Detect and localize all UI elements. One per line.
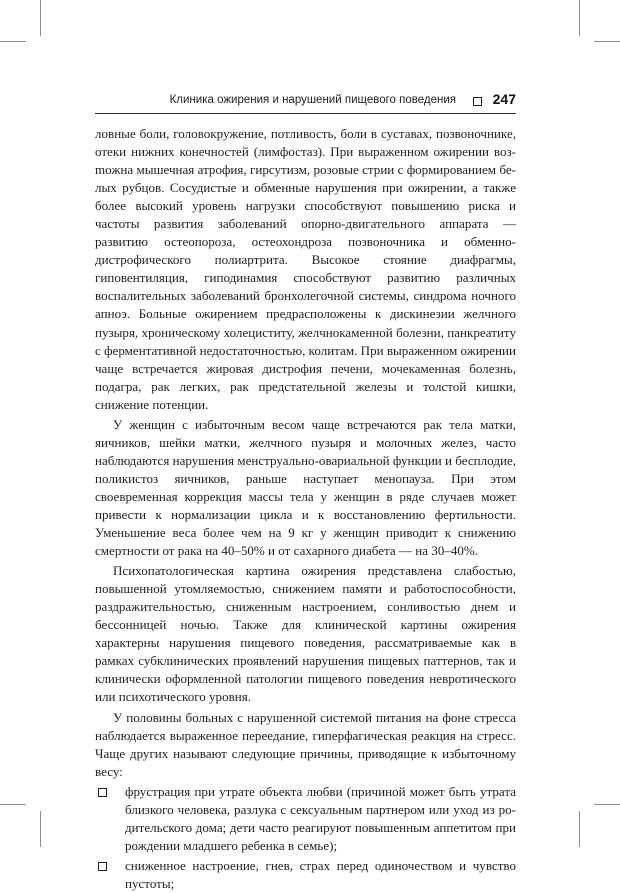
crop-mark-bottom-left (0, 804, 26, 805)
list-item-text: фрустрация при утрате объекта любви (причиной может быть утрата близкого человека, разлука с сексуальным партнером или уход из родительского дома; дети часто реагируют повышенным аппетитом при рождении младшего ребенка в семье); (125, 783, 516, 853)
bullet-list (95, 783, 516, 893)
running-title: Клиника ожирения и нарушений пищевого поведения (169, 94, 456, 106)
paragraph: У половины больных с нарушенной системой питания на фоне стресса наблюдается выраженное переедание, гиперфагическая реакция на стресс. Чаще других называют следующие причины, приводящие к избыточному весу: (95, 709, 516, 779)
list-item (95, 857, 516, 893)
paragraph: У женщин с избыточным весом чаще встречаются рак тела матки, яичников, шейки матки, желчного пузыря и молочных желез, часто наблюдаются нарушения менструально-овариальной функции и бесплодие, поликистоз яичников, раньше наступает менопауза. При этом своевременная коррекция массы тела у женщин в ряде случаев может привести к нормализации цикла и к восстановлению фертильности. Уменьшение веса более чем на 9 кг у женщин приводит к снижению смертности от рака на 40–50% и от сахарного диабета — на 30–40%. (95, 416, 516, 559)
crop-mark-top-left (40, 0, 41, 36)
crop-mark-bottom-left (40, 811, 41, 847)
running-header (95, 91, 516, 114)
crop-mark-bottom-right (579, 811, 580, 847)
square-bullet-icon (98, 788, 107, 797)
square-bullet-icon (98, 862, 107, 871)
paragraph: ловные боли, головокружение, потливость, боли в суставах, позвоночнике, отеки нижних конечностей (лимфостаз). При выраженном ожирении возmожна мышечная атрофия, гирсутизм, розовые стрии с формированием белых рубцов. Сосудистые и обменные нарушения при ожирении, а также более высокий уровень нагрузки способствуют повышению риска и частоты развития заболеваний опорно-двигательного аппарата — развитию остеопороза, остеохондроза позвоночника и обменно-дистрофического полиартрита. Высокое стояние диафрагмы, гиповентиляция, гиподинамия способствуют развитию различных воспалительных заболеваний бронхолегочной системы, синдрома ночного апноэ. Больные ожирением предрасположены к дискинезии желчного пузыря, хроническому холециститу, желчнокаменной болезни, панкреатиту с ферментативной недостаточностью, колитам. При выраженном ожирении чаще встречается жировая дистрофия печени, мочекаменная болезнь, подагра, рак легких, рак предстательной железы и толстой кишки, снижение потенции. (95, 126, 516, 412)
square-bullet-icon (473, 97, 482, 106)
crop-mark-bottom-right (594, 804, 620, 805)
paragraph: Психопатологическая картина ожирения представлена слабостью, повышенной утомляемостью, снижением памяти и работоспособности, раздражительностью, сниженным настроением, сонливостью днем и бессонницей ночью. Также для клинической картины ожирения характерны нарушения пищевого поведения, рассматриваемые как в рамках субклинических проявлений нарушения пищевых паттернов, так и клинически оформленной патологии пищевого поведения невротического или психотического уровня. (95, 563, 516, 705)
list-item (95, 783, 516, 855)
crop-mark-top-right (594, 41, 620, 42)
page-body (95, 125, 516, 893)
crop-mark-top-right (579, 0, 580, 36)
crop-mark-top-left (0, 41, 26, 42)
list-item-text: сниженное настроение, гнев, страх перед одиночеством и чувство пустоты; (125, 857, 516, 891)
page-number: 247 (492, 91, 516, 107)
